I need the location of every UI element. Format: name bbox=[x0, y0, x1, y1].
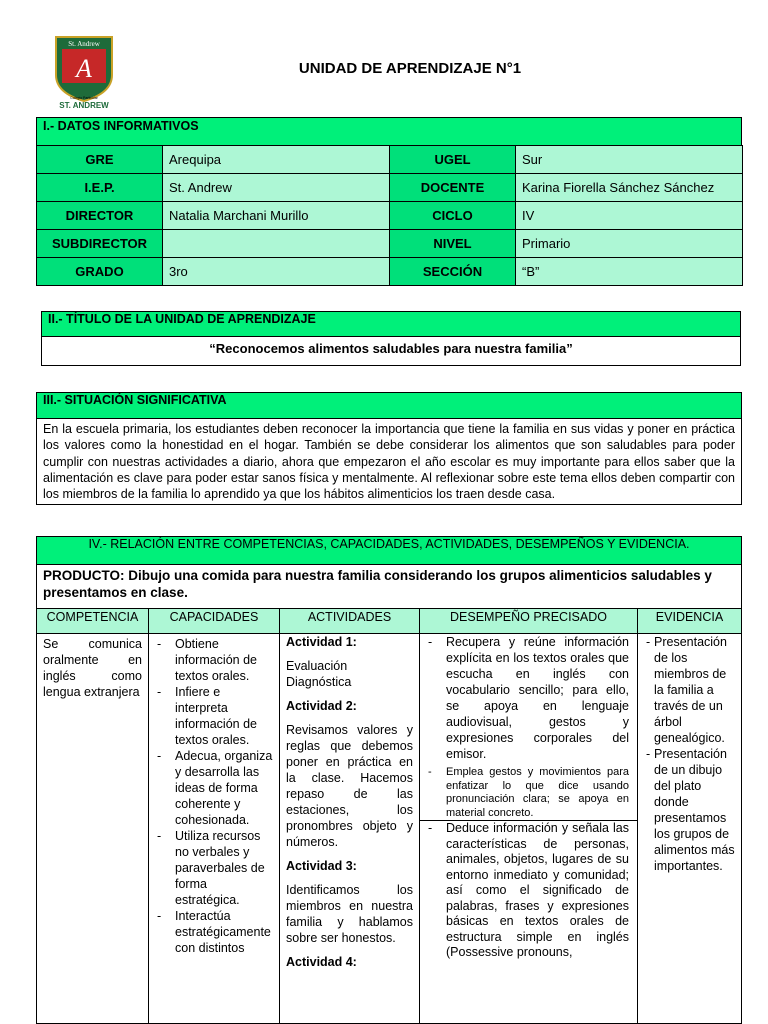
capacidad-item: - Infiere e interpreta información de textos orales. bbox=[149, 684, 275, 748]
datos-row bbox=[37, 174, 743, 202]
field-value: Primario bbox=[516, 230, 743, 258]
actividad-title: Actividad 3: bbox=[286, 859, 357, 873]
field-label: GRE bbox=[37, 146, 163, 174]
datos-row bbox=[37, 230, 743, 258]
field-value: Arequipa bbox=[163, 146, 390, 174]
actividad-text: Revisamos valores y reglas que debemos poner en práctica en la clase. Hacemos repaso de las estaciones, los pronombres objeto y números. bbox=[286, 723, 413, 849]
datos-row bbox=[37, 202, 743, 230]
field-label: NIVEL bbox=[390, 230, 516, 258]
datos-row bbox=[37, 258, 743, 286]
field-label: UGEL bbox=[390, 146, 516, 174]
field-label: SUBDIRECTOR bbox=[37, 230, 163, 258]
logo-monogram: A bbox=[76, 54, 92, 83]
field-label: CICLO bbox=[390, 202, 516, 230]
situacion-text: En la escuela primaria, los estudiantes deben reconocer la importancia que tiene la familia en sus vidas y poner en práctica los valores como la honestidad en el hogar. También se debe considerar los alimentos que son saludables para poder cumplir con nuestras actividades a diario, ahora que empezaron el año escolar es muy importante para ellos saber que la alimentación es clave para poder estar sanos física y mentalmente. Al reflexionar sobre este tema ellos deben compartir con los miembros de la familia lo aprendido ya que los hábitos alimenticios los traen desde casa. bbox=[36, 418, 742, 505]
field-value: IV bbox=[516, 202, 743, 230]
header-competencia: COMPETENCIA bbox=[36, 608, 149, 634]
evidencia-item: - Presentación de los miembros de la familia a través de un árbol genealógico. bbox=[638, 634, 737, 746]
actividad-text: Evaluación Diagnóstica bbox=[286, 659, 352, 689]
actividad-title: Actividad 2: bbox=[286, 699, 357, 713]
header-actividades: ACTIVIDADES bbox=[279, 608, 420, 634]
capacidades-list bbox=[149, 636, 275, 956]
producto-label: PRODUCTO: bbox=[43, 568, 125, 583]
competencia-cell: Se comunica oralmente en inglés como lengua extranjera bbox=[36, 633, 149, 1024]
logo-subtitle: Colegio Particular bbox=[70, 96, 98, 100]
datos-row bbox=[37, 146, 743, 174]
actividades-cell bbox=[279, 633, 420, 1024]
field-value: St. Andrew bbox=[163, 174, 390, 202]
field-label: DIRECTOR bbox=[37, 202, 163, 230]
field-label: GRADO bbox=[37, 258, 163, 286]
field-label: I.E.P. bbox=[37, 174, 163, 202]
capacidades-cell bbox=[148, 633, 280, 1024]
section-1-heading: I.- DATOS INFORMATIVOS bbox=[36, 117, 742, 147]
actividad-title: Actividad 4: bbox=[286, 955, 357, 969]
desempeno-item: - Emplea gestos y movimientos para enfatizar lo que dice usando pronunciación clara; se apoya en material concreto. bbox=[420, 766, 629, 820]
capacidad-item: - Obtiene información de textos orales. bbox=[149, 636, 275, 684]
page-title: UNIDAD DE APRENDIZAJE N°1 bbox=[298, 60, 522, 77]
field-label: DOCENTE bbox=[390, 174, 516, 202]
capacidad-item: - Interactúa estratégicamente con distintos bbox=[149, 908, 275, 956]
section-3-heading: III.- SITUACIÓN SIGNIFICATIVA bbox=[36, 392, 742, 419]
capacidad-item: - Adecua, organiza y desarrolla las ideas de forma coherente y cohesionada. bbox=[149, 748, 275, 828]
header-evidencia: EVIDENCIA bbox=[637, 608, 742, 634]
unit-title: “Reconocemos alimentos saludables para nuestra familia” bbox=[41, 336, 741, 366]
desempeno-item: - Recupera y reúne información explícita en los textos orales que escucha en inglés con vocabulario sencillo; para ello, se apoya en lenguaje audiovisual, gestos y expresiones corporales del emisor. bbox=[420, 634, 629, 762]
evidencia-cell bbox=[637, 633, 742, 1024]
logo-bottom-text: ST. ANDREW bbox=[59, 101, 109, 110]
field-value: Sur bbox=[516, 146, 743, 174]
desempeno-item: - Deduce información y señala las características de personas, animales, objetos, lugares de su entorno inmediato y comunidad; así como el significado de palabras, frases y expresiones básicas en textos orales de estructura simple en inglés (Possessive pronouns, bbox=[420, 821, 629, 961]
producto-text: Dibujo una comida para nuestra familia considerando los grupos alimenticios saludables y presentamos en clase. bbox=[43, 568, 712, 600]
section-4-heading: IV.- RELACIÓN ENTRE COMPETENCIAS, CAPACIDADES, ACTIVIDADES, DESEMPEÑOS Y EVIDENCIA. bbox=[36, 536, 742, 565]
field-value bbox=[163, 230, 390, 258]
actividad-title: Actividad 1: bbox=[286, 635, 357, 649]
field-value: Karina Fiorella Sánchez Sánchez bbox=[516, 174, 743, 202]
capacidad-item: - Utiliza recursos no verbales y paraverbales de forma estratégica. bbox=[149, 828, 275, 908]
field-label: SECCIÓN bbox=[390, 258, 516, 286]
desempeno-cell-1 bbox=[419, 633, 638, 821]
field-value: “B” bbox=[516, 258, 743, 286]
field-value: Natalia Marchani Murillo bbox=[163, 202, 390, 230]
header-capacidades: CAPACIDADES bbox=[148, 608, 280, 634]
actividad-text: Identificamos los miembros en nuestra familia y hablamos sobre ser honestos. bbox=[286, 883, 413, 945]
evidencia-item: - Presentación de un dibujo del plato donde presentamos los grupos de alimentos más importantes. bbox=[638, 746, 737, 874]
desempeno-cell-2 bbox=[419, 820, 638, 1024]
datos-informativos-table bbox=[36, 145, 743, 286]
field-value: 3ro bbox=[163, 258, 390, 286]
header-desempeno: DESEMPEÑO PRECISADO bbox=[419, 608, 638, 634]
logo-top-text: St. Andrew bbox=[68, 40, 100, 48]
producto bbox=[36, 564, 742, 609]
school-logo bbox=[52, 35, 116, 111]
section-2-heading: II.- TÍTULO DE LA UNIDAD DE APRENDIZAJE bbox=[41, 311, 741, 337]
